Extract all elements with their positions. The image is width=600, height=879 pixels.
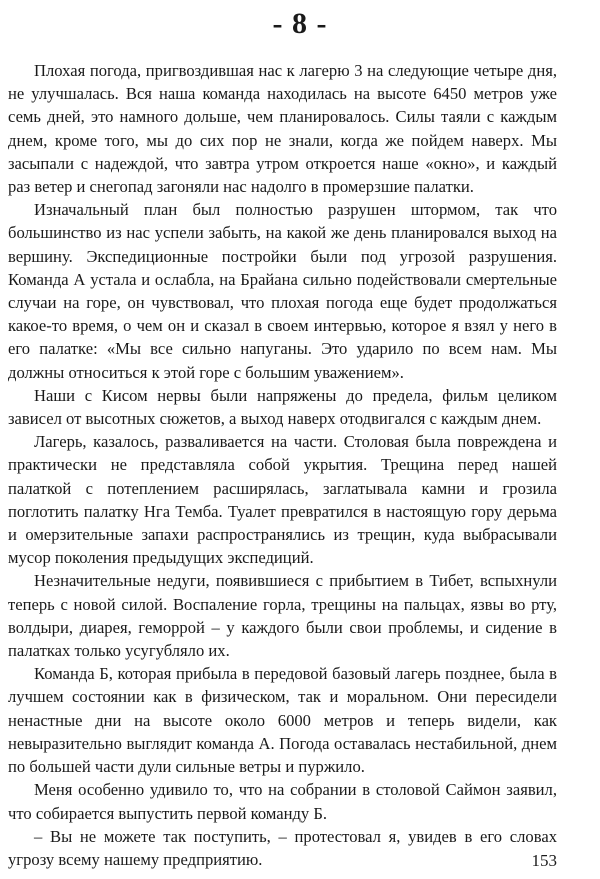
paragraph: Плохая погода, пригвоздившая нас к лагерю 3 на следующие четыре дня, не улучшалась. Вся наша команда находилась на высоте 6450 метров уже семь дней, это намного дольше, чем планировалось. Силы таяли с каждым днем, кроме того, мы до сих пор не знали, когда же пойдем наверх. Мы засыпали с надеждой, что завтра утром откроется наше «окно», и каждый раз ветер и снегопад загоняли нас надолго в промерзшие палатки. bbox=[8, 61, 557, 197]
paragraph: Наши с Кисом нервы были напряжены до предела, фильм целиком зависел от высотных сюжетов, а выход наверх отодвигался с каждым днем. bbox=[8, 385, 557, 429]
chapter-heading: - 8 - bbox=[272, 7, 328, 40]
paragraph: Изначальный план был полностью разрушен штормом, так что большинство из нас успели забыть, на какой же день планировался выход на вершину. Экспедиционные постройки были под угрозой разрушения. Команда А устала и ослабла, на Брайана сильно подействовали смертельные случаи на горе, он чувствовал, что плохая погода еще будет продолжаться какое-то время, о чем он и сказал в своем интервью, которое я взял у него в его палатке: «Мы все сильно напуганы. Это ударило по всем нам. Мы должны относиться к этой горе с большим уважением». bbox=[8, 200, 557, 382]
paragraph: Команда Б, которая прибыла в передовой базовый лагерь позднее, была в лучшем состоянии как в физическом, так и моральном. Они пересидели ненастные дни на высоте около 6000 метров и теперь видели, как невыразительно выглядит команда А. Погода оставалась нестабильной, днем по большей части дули сильные ветры и пуржило. bbox=[8, 664, 557, 777]
paragraph: Меня особенно удивило то, что на собрании в столовой Саймон заявил, что собирается выпустить первой команду Б. bbox=[8, 780, 557, 823]
body-text bbox=[8, 59, 557, 871]
paragraph: Лагерь, казалось, разваливается на части. Столовая была повреждена и практически не представляла собой укрытия. Трещина перед нашей палаткой с потеплением расширялась, заглатывала камни и грозила поглотить палатку Нга Темба. Туалет превратился в настоящую гору дерьма и омерзительные запахи распространялись из трещин, куда выбрасывали мусор поколения предыдущих экспедиций. bbox=[8, 432, 557, 568]
paragraph: – Вы не можете так поступить, – протестовал я, увидев в его словах угрозу всему нашему предприятию. bbox=[8, 826, 557, 869]
paragraph: Незначительные недуги, появившиеся с прибытием в Тибет, вспыхнули теперь с новой силой. Воспаление горла, трещины на пальцах, язвы во рту, волдыри, диарея, геморрой – у каждого были свои проблемы, и сидение в палатках только усугубляло их. bbox=[8, 571, 557, 661]
page-number: 153 bbox=[531, 851, 557, 870]
